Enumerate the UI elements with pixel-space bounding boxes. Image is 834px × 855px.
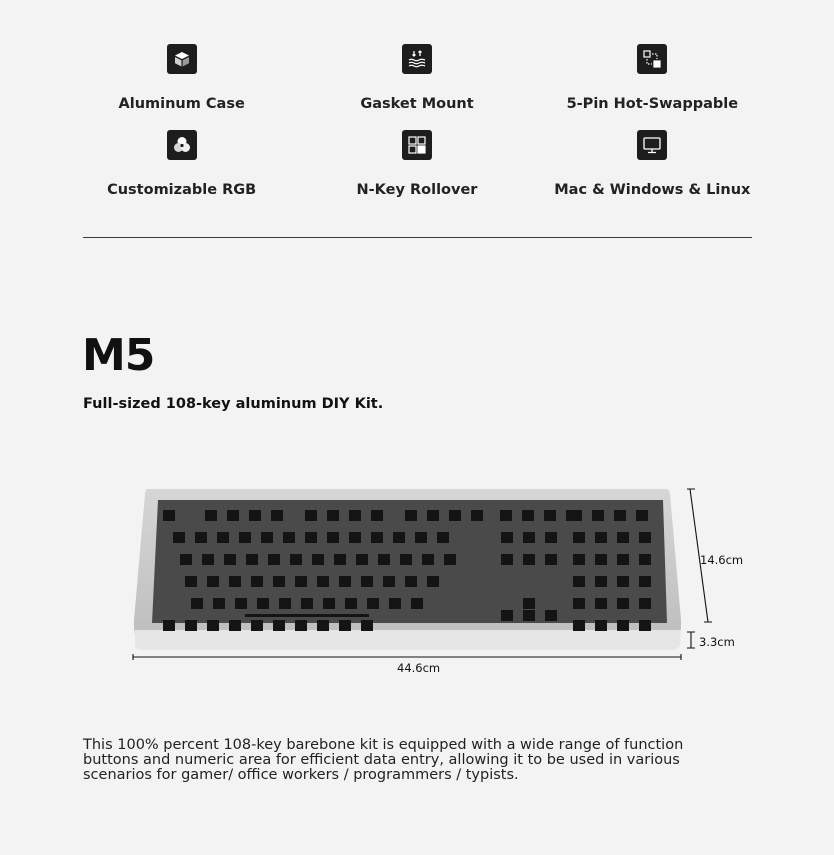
key-switch: [312, 554, 324, 565]
key-switch: [185, 576, 197, 587]
key-switch: [261, 532, 273, 543]
section-divider: [83, 237, 752, 238]
key-switch: [573, 554, 585, 565]
key-switch: [471, 510, 483, 521]
key-switch: [361, 620, 373, 631]
key-switch: [163, 620, 175, 631]
key-switch: [501, 610, 513, 621]
key-switch: [427, 576, 439, 587]
key-switch: [522, 510, 534, 521]
monitor-icon: [637, 130, 667, 160]
keys-grid-icon: [402, 130, 432, 160]
key-switch: [444, 554, 456, 565]
key-switch: [523, 554, 535, 565]
keyboard-illustration: [125, 480, 755, 680]
key-switch: [523, 610, 535, 621]
key-switch: [349, 510, 361, 521]
product-title: M5: [82, 330, 155, 381]
key-switch: [356, 554, 368, 565]
key-switch: [544, 510, 556, 521]
key-switch: [573, 598, 585, 609]
feature-rgb: [64, 130, 299, 198]
key-switch: [205, 510, 217, 521]
key-switch: [617, 554, 629, 565]
key-switch: [361, 576, 373, 587]
feature-grid: [64, 44, 770, 198]
key-switch: [283, 532, 295, 543]
feature-hot-swappable: [535, 44, 770, 112]
key-switch: [617, 532, 629, 543]
key-switch: [573, 532, 585, 543]
key-switch: [422, 554, 434, 565]
gasket-icon: [402, 44, 432, 74]
key-switch: [317, 576, 329, 587]
key-switch: [195, 532, 207, 543]
key-switch: [268, 554, 280, 565]
key-switch: [273, 576, 285, 587]
key-switch: [163, 510, 175, 521]
rgb-circles-icon: [167, 130, 197, 160]
key-switch: [191, 598, 203, 609]
key-switch: [251, 576, 263, 587]
key-switch: [217, 532, 229, 543]
key-switch: [595, 576, 607, 587]
key-switch: [207, 576, 219, 587]
depth-label: 3.3cm: [699, 635, 735, 649]
key-switch: [185, 620, 197, 631]
key-switch: [305, 510, 317, 521]
key-switch: [427, 510, 439, 521]
key-switch: [415, 532, 427, 543]
key-switch: [345, 598, 357, 609]
key-switch: [595, 620, 607, 631]
key-switch: [545, 532, 557, 543]
key-switch: [371, 532, 383, 543]
key-switch: [636, 510, 648, 521]
key-switch: [235, 598, 247, 609]
key-switch: [570, 510, 582, 521]
key-switch: [389, 598, 401, 609]
key-switch: [449, 510, 461, 521]
key-switch: [573, 576, 585, 587]
key-switch: [595, 554, 607, 565]
feature-aluminum-case: [64, 44, 299, 112]
key-switch: [592, 510, 604, 521]
key-switch: [317, 620, 329, 631]
feature-label: Aluminum Case: [118, 96, 245, 112]
feature-n-key-rollover: [299, 130, 534, 198]
key-switch: [411, 598, 423, 609]
width-label: 44.6cm: [397, 661, 441, 675]
key-switch: [545, 610, 557, 621]
key-switch: [639, 598, 651, 609]
keyboard-diagram: [125, 480, 755, 680]
key-switch: [405, 576, 417, 587]
key-switch: [251, 620, 263, 631]
key-switch: [573, 620, 585, 631]
key-switch: [437, 532, 449, 543]
key-switch: [545, 554, 557, 565]
key-switch: [323, 598, 335, 609]
height-label: 14.6cm: [700, 553, 744, 567]
key-switch: [213, 598, 225, 609]
key-switch: [295, 576, 307, 587]
key-switch: [383, 576, 395, 587]
key-switch: [614, 510, 626, 521]
key-switch: [180, 554, 192, 565]
feature-os-compat: [535, 130, 770, 198]
spacebar-stabilizer: [245, 614, 369, 617]
key-switch: [617, 576, 629, 587]
key-switch: [207, 620, 219, 631]
key-switch: [378, 554, 390, 565]
key-switch: [639, 532, 651, 543]
key-switch: [501, 532, 513, 543]
feature-label: Gasket Mount: [360, 96, 474, 112]
key-switch: [279, 598, 291, 609]
key-switch: [249, 510, 261, 521]
key-switch: [229, 620, 241, 631]
key-switch: [327, 532, 339, 543]
key-switch: [371, 510, 383, 521]
key-switch: [173, 532, 185, 543]
key-switch: [501, 554, 513, 565]
key-switch: [257, 598, 269, 609]
key-switch: [523, 598, 535, 609]
key-switch: [305, 532, 317, 543]
feature-label: 5-Pin Hot-Swappable: [566, 96, 739, 112]
product-description: This 100% percent 108-key barebone kit is equipped with a wide range of function buttons and numeric area for efficient data entry, allowing it to be used in various scenarios for gamer/ office workers / programmers / typists.: [83, 737, 684, 783]
feature-gasket-mount: [299, 44, 534, 112]
key-switch: [595, 532, 607, 543]
key-switch: [339, 576, 351, 587]
key-switch: [639, 576, 651, 587]
key-switch: [224, 554, 236, 565]
key-switch: [400, 554, 412, 565]
key-switch: [523, 532, 535, 543]
key-switch: [327, 510, 339, 521]
key-switch: [639, 554, 651, 565]
key-switch: [349, 532, 361, 543]
key-switch: [273, 620, 285, 631]
key-switch: [617, 598, 629, 609]
key-switch: [339, 620, 351, 631]
key-switch: [334, 554, 346, 565]
cube-icon: [167, 44, 197, 74]
key-switch: [500, 510, 512, 521]
feature-label: N-Key Rollover: [356, 182, 478, 198]
key-switch: [595, 598, 607, 609]
product-subtitle: Full-sized 108-key aluminum DIY Kit.: [83, 396, 384, 412]
feature-label: Mac & Windows & Linux: [554, 182, 751, 198]
key-switch: [393, 532, 405, 543]
key-switch: [405, 510, 417, 521]
key-switch: [227, 510, 239, 521]
key-switch: [295, 620, 307, 631]
feature-label: Customizable RGB: [107, 182, 257, 198]
key-switch: [617, 620, 629, 631]
key-switch: [239, 532, 251, 543]
key-switch: [290, 554, 302, 565]
key-switch: [639, 620, 651, 631]
key-switch: [301, 598, 313, 609]
key-switch: [229, 576, 241, 587]
key-switch: [367, 598, 379, 609]
key-switch: [271, 510, 283, 521]
key-switch: [246, 554, 258, 565]
key-switch: [202, 554, 214, 565]
hot-swap-icon: [637, 44, 667, 74]
